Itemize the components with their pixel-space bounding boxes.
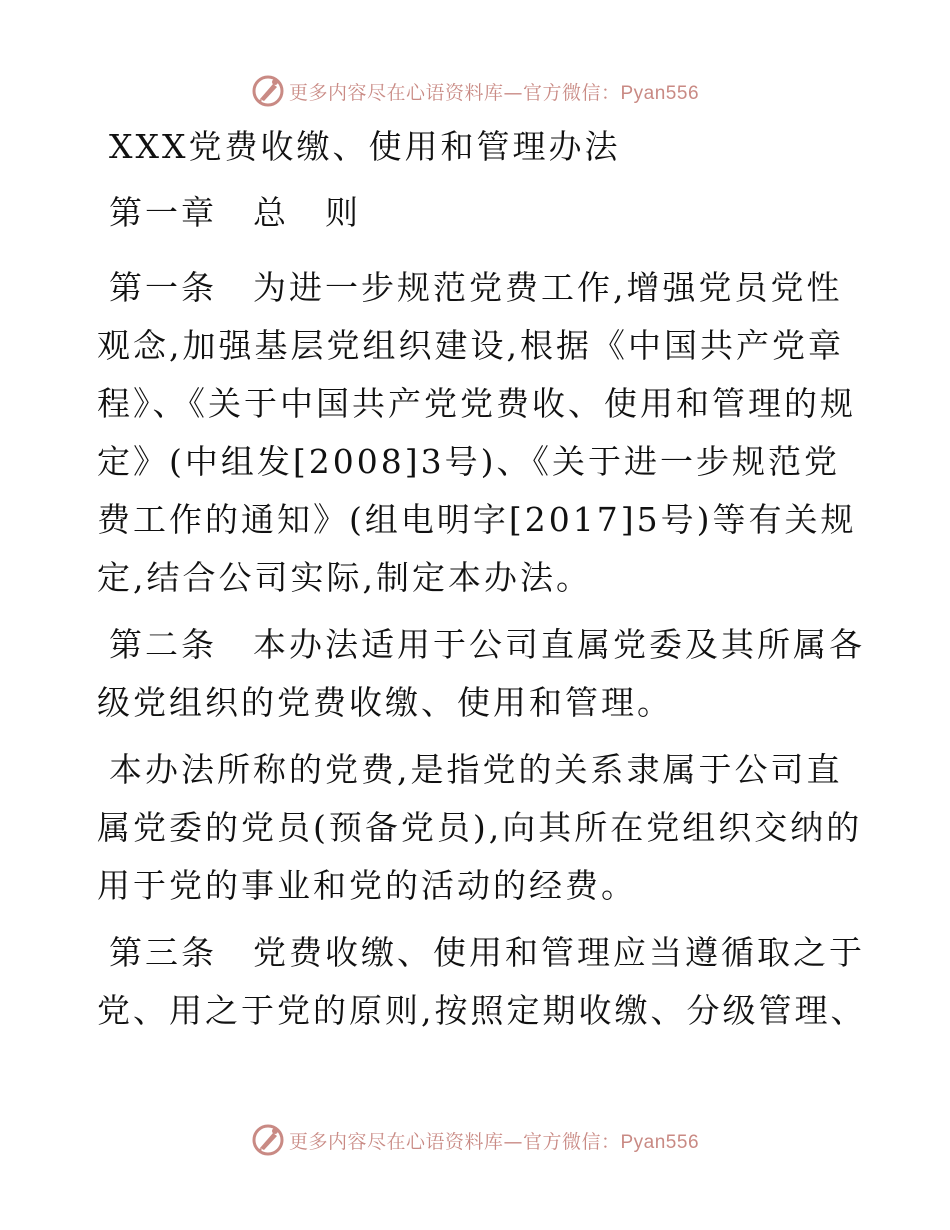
- header-watermark: [0, 71, 950, 111]
- document-body: [97, 118, 867, 1049]
- watermark-text: 更多内容尽在心语资料库—官方微信：Pyan556: [288, 1130, 700, 1153]
- article-paragraph: 第一条 为进一步规范党费工作,增强党员党性观念,加强基层党组织建设,根据《中国共产党章程》、《关于中国共产党党费收、使用和管理的规定》(中组发[2008]3号)、《关于进一步规范党费工作的通知》(组电明字[2017]5号)等有关规定,结合公司实际,制定本办法。: [97, 268, 857, 597]
- footer-watermark: [0, 1120, 950, 1160]
- article-paragraph: 本办法所称的党费,是指党的关系隶属于公司直属党委的党员(预备党员),向其所在党组织交纳的用于党的事业和党的活动的经费。: [97, 750, 863, 905]
- watermark-text: 更多内容尽在心语资料库—官方微信：Pyan556: [288, 81, 700, 104]
- chapter-heading: 第一章 总 则: [109, 193, 361, 232]
- document-title: XXX党费收缴、使用和管理办法: [109, 127, 621, 166]
- article-paragraph: 第二条 本办法适用于公司直属党委及其所属各级党组织的党费收缴、使用和管理。: [97, 625, 865, 722]
- pen-logo-icon: [251, 74, 285, 108]
- article-paragraph: 第三条 党费收缴、使用和管理应当遵循取之于党、用之于党的原则,按照定期收缴、分级管理、: [97, 933, 867, 1030]
- pen-logo-icon: [251, 1123, 285, 1157]
